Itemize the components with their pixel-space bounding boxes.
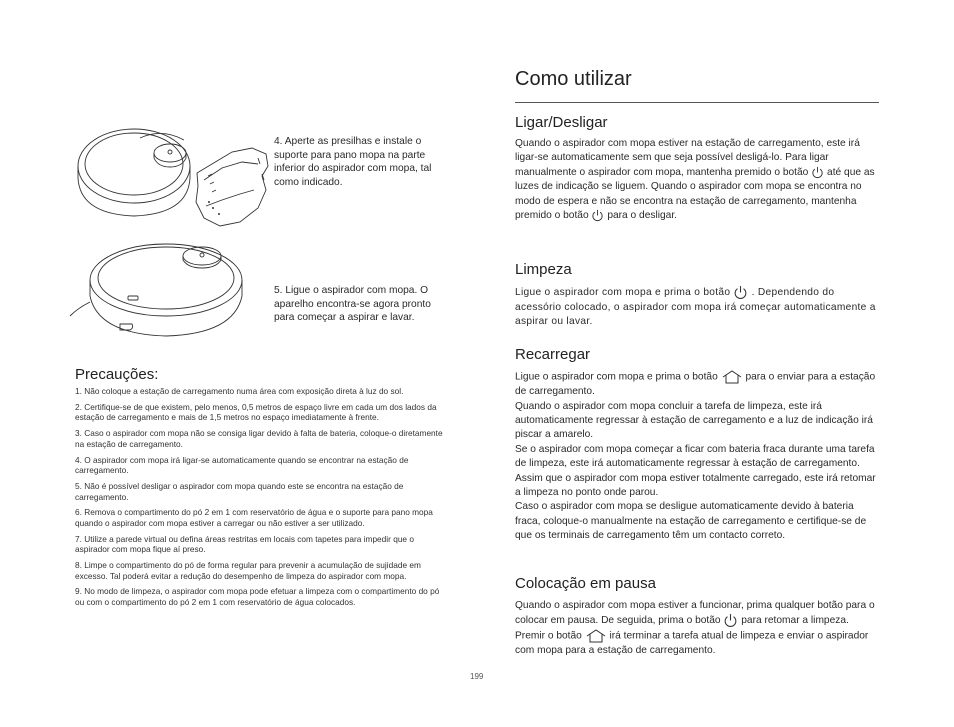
power-icon [723,613,738,628]
precautions-list [75,386,445,613]
pause-heading: Colocação em pausa [515,575,656,592]
power-icon [733,285,748,300]
power-icon [811,166,824,179]
title-divider [515,102,879,103]
recharge-text-4: Se o aspirador com mopa começar a ficar com bateria fraca durante uma tarefa de limpeza, este irá automaticamente regressar à estação de carregamento. Assim que o aspirador com mopa estiver totalmente carregado, este irá retomar a limpeza no ponto onde parou. [515,443,876,498]
pause-text-2: para retomar a limpeza. Premir o botão [515,615,849,642]
clean-paragraph [515,285,879,329]
clean-heading: Limpeza [515,261,572,278]
recharge-paragraph [515,370,881,544]
recharge-text-2: para o enviar para a estação de carregamento. [515,371,876,398]
recharge-text-3: Quando o aspirador com mopa concluir a tarefa de limpeza, este irá automaticamente regressar à estação de carregamento e a luz de indicação irá piscar a amarelo. [515,400,873,441]
power-heading: Ligar/Desligar [515,114,608,131]
power-text-3: para o desligar. [607,210,677,222]
precaution-item: 9. No modo de limpeza, o aspirador com mopa pode efetuar a limpeza com o compartimento do pó ou com o compartimento do pó 2 em 1 com reservatório de água colocados. [75,586,440,607]
precaution-item: 6. Remova o compartimento do pó 2 em 1 com reservatório de água e o suporte para pano mopa quando o aspirador com mopa estiver a carregar ou não estiver a ser utilizado. [75,507,433,528]
pause-text-3: irá terminar a tarefa atual de limpeza e enviar o aspirador com mopa para a estação de carregamento. [515,630,869,657]
power-text-1: Quando o aspirador com mopa estiver na estação de carregamento, este irá ligar-se automaticamente sem que seja possível desligá-lo. Para ligar manualmente o aspirador com mopa, mantenha premido o botão [515,138,860,178]
power-text-2: até que as luzes de indicação se liguem. Quando o aspirador com mopa se encontra no modo de espera e não se encontra na estação de carregamento, mantenha premido o botão [515,167,875,222]
robot-mop-holder-illustration [72,118,272,233]
pause-paragraph [515,599,881,659]
precaution-item: 2. Certifique-se de que existem, pelo menos, 0,5 metros de espaço livre em cada um dos lados da estação de carregamento e mais de 1,5 metros no espaço imediatamente à frente. [75,401,437,423]
recharge-heading: Recarregar [515,346,591,363]
home-icon [721,370,743,384]
step-5-text: 5. Ligue o aspirador com mopa. O aparelho encontra-se agora pronto para começar a aspirar e lavar. [274,285,431,324]
precaution-item: 5. Não é possível desligar o aspirador com mopa quando este se encontra na estação de carregamento. [75,480,404,502]
page-number: 199 [470,672,484,681]
home-icon [585,629,607,643]
page-title: Como utilizar [515,68,632,90]
robot-vacuum-illustration [68,238,258,346]
precaution-item: 3. Caso o aspirador com mopa não se consiga ligar devido à falta de bateria, coloque-o diretamente na estação de carregamento. [75,428,443,449]
precautions-title: Precauções: [75,366,159,383]
precaution-item: 8. Limpe o compartimento do pó de forma regular para prevenir a acumulação de sujidade em excesso. Tal poderá evitar a redução do desempenho de limpeza do aspirador com mopa. [75,560,421,581]
power-paragraph [515,137,879,224]
recharge-text-5: Caso o aspirador com mopa se desligue automaticamente devido à bateria fraca, coloque-o manualmente na estação de carregamento e certifique-se de que os terminais de carregamento têm um contacto correto. [515,501,867,542]
clean-text-2: . Dependendo do acessório colocado, o aspirador com mopa irá começar automaticamente a aspirar ou lavar. [515,287,876,327]
clean-text-1: Ligue o aspirador com mopa e prima o botão [515,287,731,299]
pause-text-1: Quando o aspirador com mopa estiver a funcionar, prima qualquer botão para o colocar em pausa. De seguida, prima o botão [515,600,875,627]
step-4-text: 4. Aperte as presilhas e instale o suporte para pano mopa na parte inferior do aspirador com mopa, tal como indicado. [274,136,432,188]
power-icon [591,209,604,222]
precaution-item: 7. Utilize a parede virtual ou defina áreas restritas em locais com tapetes para impedir que o aspirador com mopa fique aí preso. [75,533,414,555]
precaution-item: 1. Não coloque a estação de carregamento numa área com exposição direta à luz do sol. [75,386,404,396]
recharge-text-1: Ligue o aspirador com mopa e prima o botão [515,371,718,383]
precaution-item: 4. O aspirador com mopa irá ligar-se automaticamente quando se encontrar na estação de carregamento. [75,454,409,476]
